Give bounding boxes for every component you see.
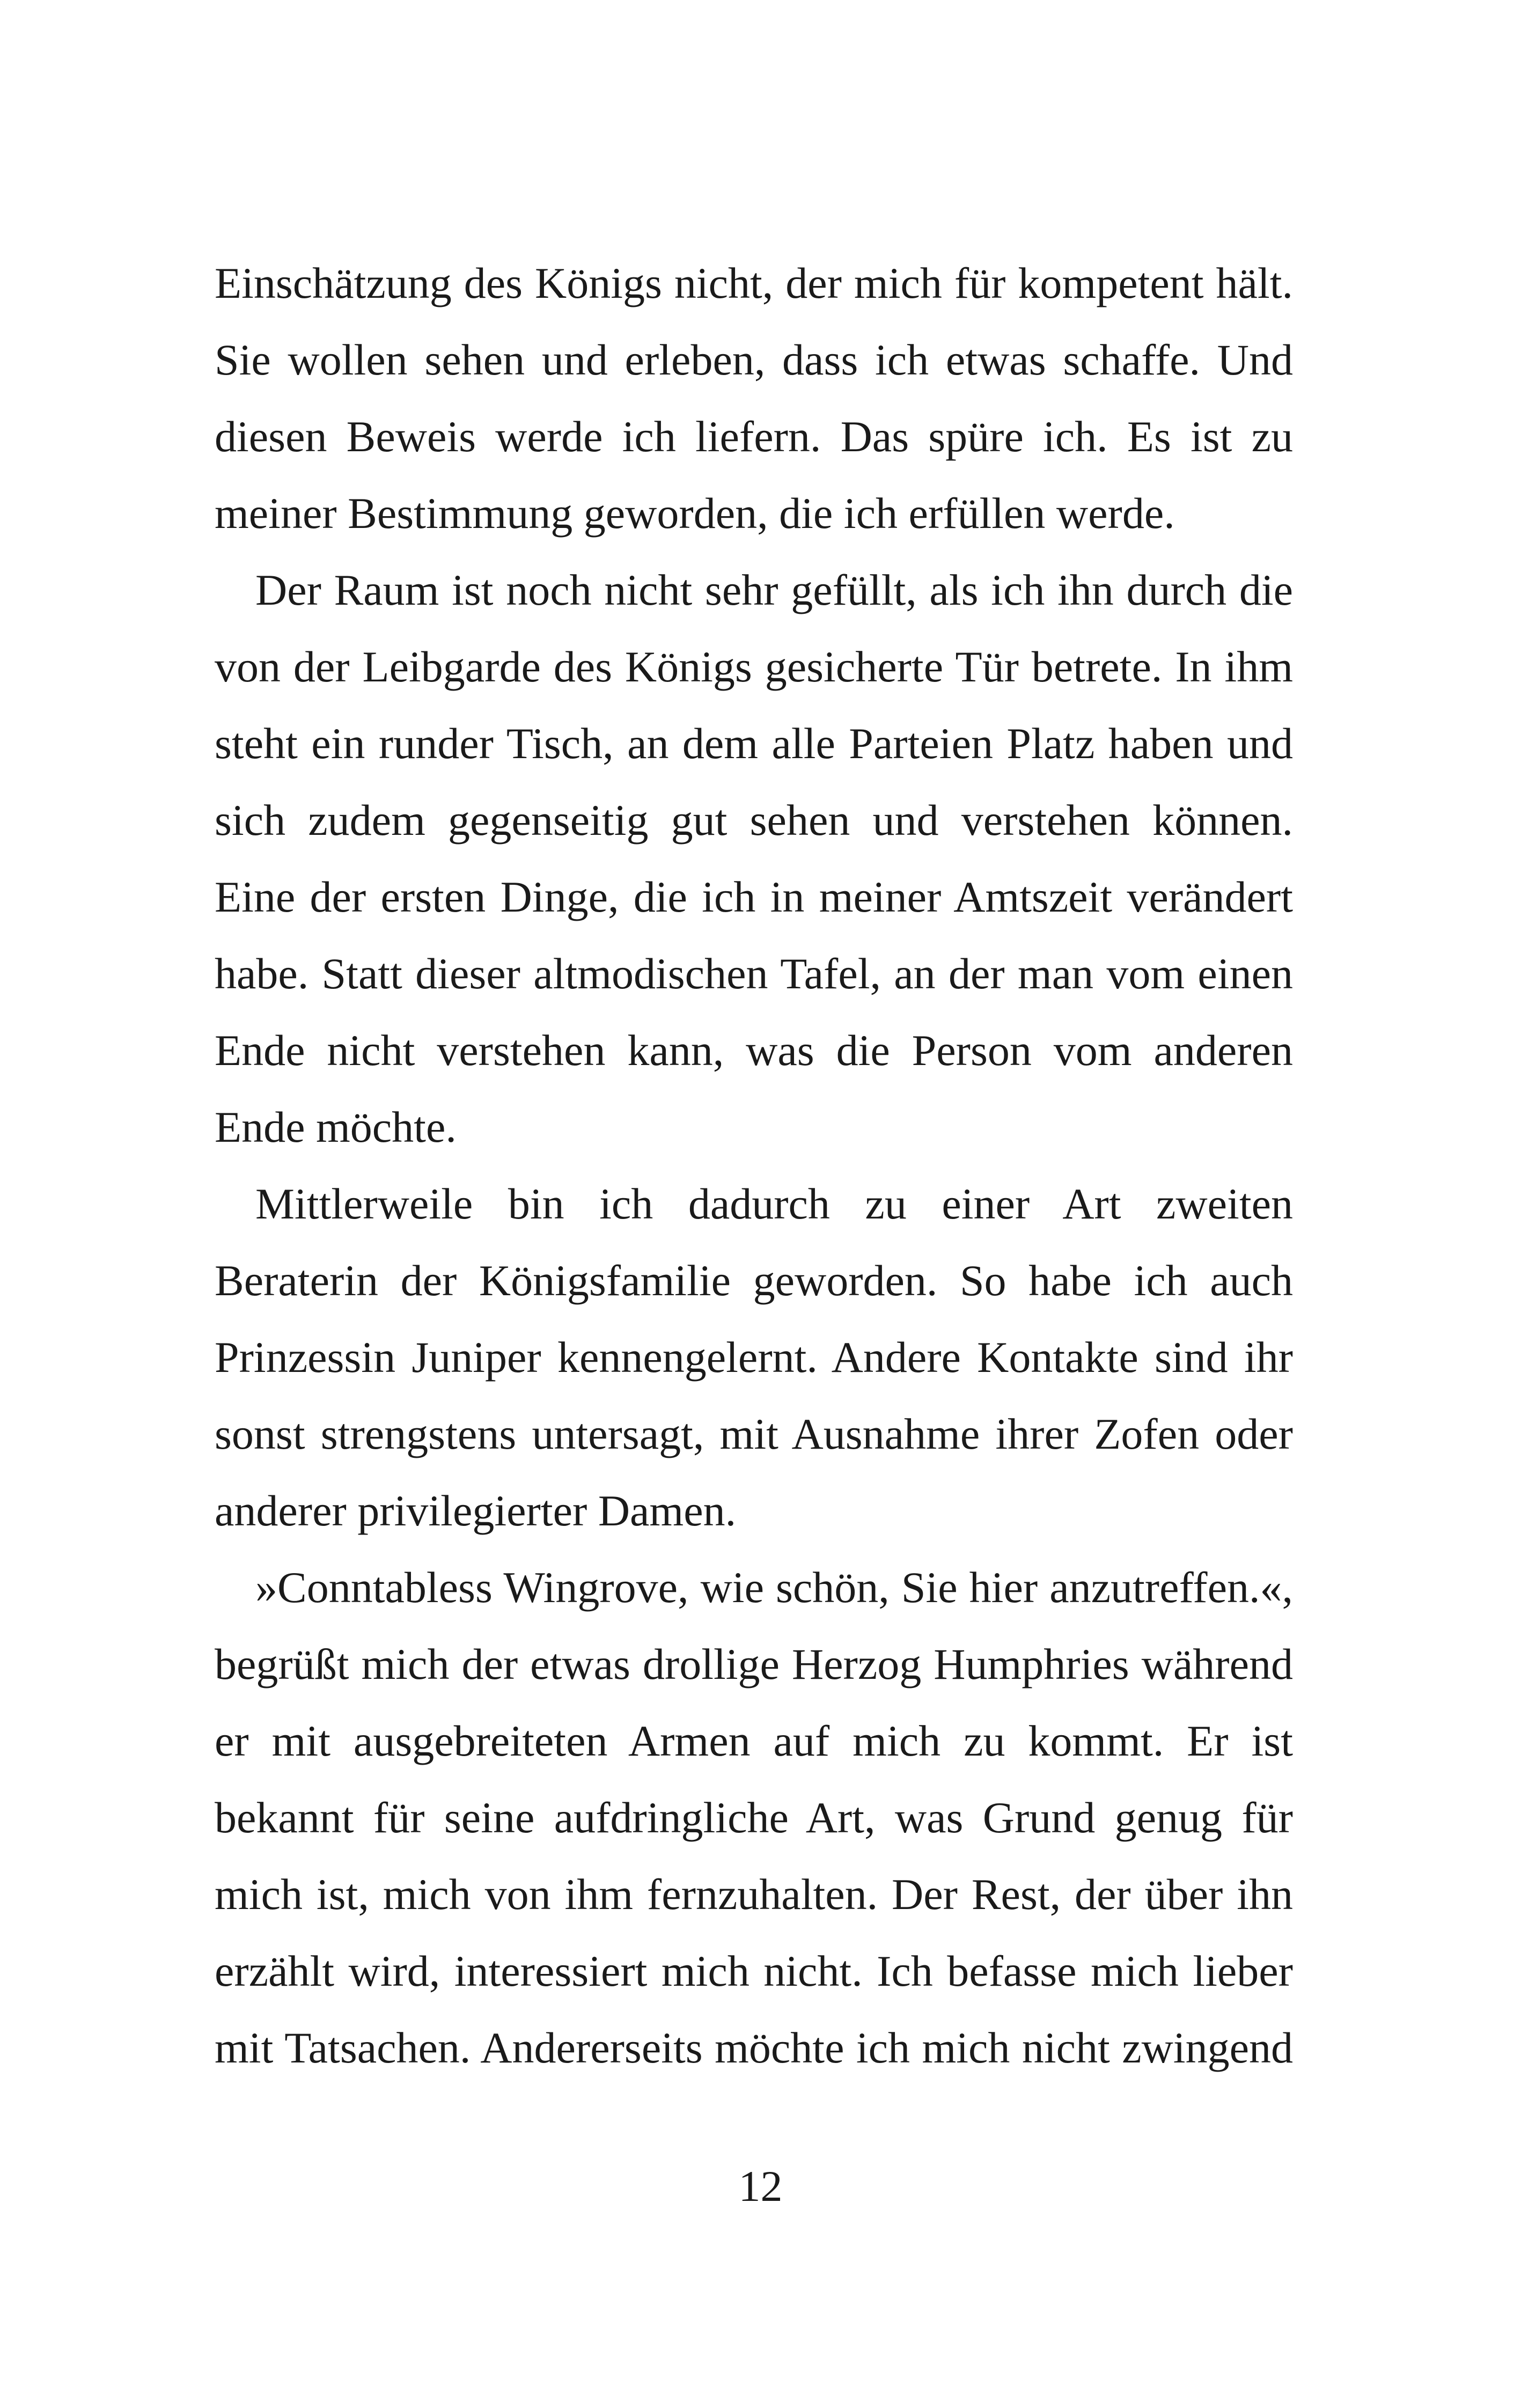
- text-line-paragraph-start: »Conntabless Wingrove, wie schön, Sie hier anzutreffen.«,: [255, 1563, 1293, 1612]
- text-line: erzählt wird, interessiert mich nicht. Ich befasse mich lieber: [215, 1947, 1293, 1995]
- text-line: steht ein runder Tisch, an dem alle Parteien Platz haben und: [215, 719, 1293, 768]
- text-line: Prinzessin Juniper kennengelernt. Andere Kontakte sind ihr: [215, 1333, 1293, 1382]
- text-line: diesen Beweis werde ich liefern. Das spüre ich. Es ist zu: [215, 412, 1293, 461]
- text-line: sonst strengstens untersagt, mit Ausnahme ihrer Zofen oder: [215, 1409, 1293, 1458]
- text-line: mit Tatsachen. Andererseits möchte ich mich nicht zwingend: [215, 2023, 1293, 2072]
- text-line: mich ist, mich von ihm fernzuhalten. Der Rest, der über ihn: [215, 1870, 1293, 1919]
- text-line-paragraph-start: Der Raum ist noch nicht sehr gefüllt, als ich ihn durch die: [255, 566, 1293, 614]
- text-line: Eine der ersten Dinge, die ich in meiner Amtszeit verändert: [215, 872, 1293, 921]
- text-line: Einschätzung des Königs nicht, der mich für kompetent hält.: [215, 259, 1293, 307]
- text-line: anderer privilegierter Damen.: [215, 1486, 737, 1535]
- page-number: 12: [738, 2162, 783, 2211]
- text-line: meiner Bestimmung geworden, die ich erfüllen werde.: [215, 489, 1175, 538]
- text-line-paragraph-start: Mittlerweile bin ich dadurch zu einer Art zweiten: [255, 1179, 1293, 1228]
- text-line: Beraterin der Königsfamilie geworden. So habe ich auch: [215, 1256, 1293, 1305]
- text-line: Ende nicht verstehen kann, was die Person vom anderen: [215, 1026, 1293, 1075]
- text-line: er mit ausgebreiteten Armen auf mich zu kommt. Er ist: [215, 1716, 1293, 1765]
- text-line: Sie wollen sehen und erleben, dass ich etwas schaffe. Und: [215, 335, 1293, 384]
- text-line: von der Leibgarde des Königs gesicherte Tür betrete. In ihm: [215, 642, 1293, 691]
- text-line: begrüßt mich der etwas drollige Herzog Humphries während: [215, 1640, 1293, 1688]
- text-line: sich zudem gegenseitig gut sehen und verstehen können.: [215, 796, 1293, 845]
- body-text: [215, 245, 1293, 2086]
- text-line: habe. Statt dieser altmodischen Tafel, an der man vom einen: [215, 949, 1293, 998]
- text-line: Ende möchte.: [215, 1103, 457, 1151]
- text-line: bekannt für seine aufdringliche Art, was Grund genug für: [215, 1793, 1293, 1842]
